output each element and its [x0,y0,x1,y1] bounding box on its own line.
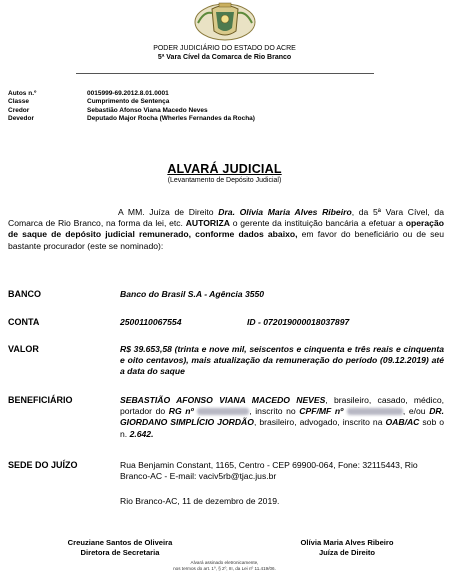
court-division: 5ª Vara Cível da Comarca de Rio Branco [157,54,292,61]
deposit-id: ID - 072019000018037897 [247,317,350,327]
beneficiary-details [120,395,444,440]
case-info-value: Sebastião Afonso Viana Macedo Neves [87,106,208,114]
case-info-value: 0015999-69.2012.8.01.0001 [87,90,169,97]
footer-line: nos termos do art. 1º, § 2º, III, da Lei nº 11.419/06. [173,565,276,571]
case-info-value: Deputado Major Rocha (Wherles Fernandes da Rocha) [87,115,255,123]
footer-line: Alvará assinado eletronicamente, [190,560,259,565]
bank-label: BANCO [8,289,41,299]
authorization-word: AUTORIZA [185,218,230,229]
beneficiary-text: sob o n. [120,417,445,439]
court-seat-label: SEDE DO JUÍZO [8,460,78,470]
court-seat-address: Rua Benjamin Constant, 1165, Centro - CEP 69900-064, Fone: 32115443, Rio Branco-AC - E-mail: vaciv5rb@tjac.jus.br [120,460,418,482]
signature-judge [262,538,432,558]
intro-text: , da 5ª Vara Cível, da Comarca de Rio Branco, na forma da lei, etc. [8,207,444,229]
court-crest-emblem [192,1,258,41]
case-info-label: Credor [8,106,30,114]
case-info [8,90,255,124]
signer-name: Creuziane Santos de Oliveira [67,538,173,547]
case-info-value: Cumprimento de Sentença [87,98,170,106]
lawyer-name: DR. GIORDANO SIMPLÍCIO JORDÃO [120,406,444,428]
beneficiary-text: , brasileiro, advogado, inscrito na [253,417,386,428]
redacted-rg [197,408,249,415]
account-number: 2500110067554 [120,317,182,327]
intro-paragraph [8,207,444,252]
operation-text: operação de saque de depósito judicial remunerado, conforme dados abaixo, [8,218,444,240]
signature-secretary [20,538,220,558]
case-info-label: Devedor [8,115,35,123]
intro-text: A MM. Juíza de Direito [118,207,219,217]
value-amount: R$ 39.653,58 (trinta e nove mil, seiscentos e cinquenta e três reais e cinquenta e oito centavos), mais atualização da remuneração do período (09.12.2019) até a data do saque [120,344,444,377]
electronic-signature-note [0,560,449,571]
case-info-label: Autos n.º [8,90,37,97]
case-info-row [8,98,255,106]
signer-role: Diretora de Secretaria [80,548,160,557]
document-subtitle: (Levantamento de Depósito Judicial) [167,177,282,184]
beneficiary-text: , brasileiro, casado, médico, portador do [120,395,444,417]
redacted-cpf [347,408,403,415]
bank-value: Banco do Brasil S.A - Agência 3550 [120,289,265,299]
beneficiary-text: , inscrito no [249,406,300,417]
beneficiary-text: , e/ou [402,406,430,417]
oab-label: OAB/AC [385,417,420,428]
beneficiary-label: BENEFICIÁRIO [8,395,73,405]
cpf-label: CPF/MF nº [299,406,344,417]
intro-text: em favor do beneficiário ou de seu bastante procurador (este se nominado): [8,229,444,251]
header-divider [76,73,374,74]
case-info-row [8,107,255,115]
issue-date: Rio Branco-AC, 11 de dezembro de 2019. [120,496,280,506]
signer-role: Juíza de Direito [318,548,376,557]
court-name: PODER JUDICIÁRIO DO ESTADO DO ACRE [153,45,296,52]
signer-name: Olívia Maria Alves Ribeiro [300,538,394,547]
case-info-label: Classe [8,98,29,106]
value-label: VALOR [8,344,39,354]
case-info-row [8,90,255,98]
judge-name: Dra. Olívia Maria Alves Ribeiro [218,207,352,217]
rg-label: RG nº [168,406,194,417]
account-label: CONTA [8,317,40,327]
beneficiary-name: SEBASTIÃO AFONSO VIANA MACEDO NEVES [120,395,326,405]
document-title: ALVARÁ JUDICIAL [167,162,282,176]
case-info-row [8,115,255,123]
intro-text: o gerente da instituição bancária a efetuar a [229,218,406,229]
oab-number: 2.642. [129,428,154,439]
